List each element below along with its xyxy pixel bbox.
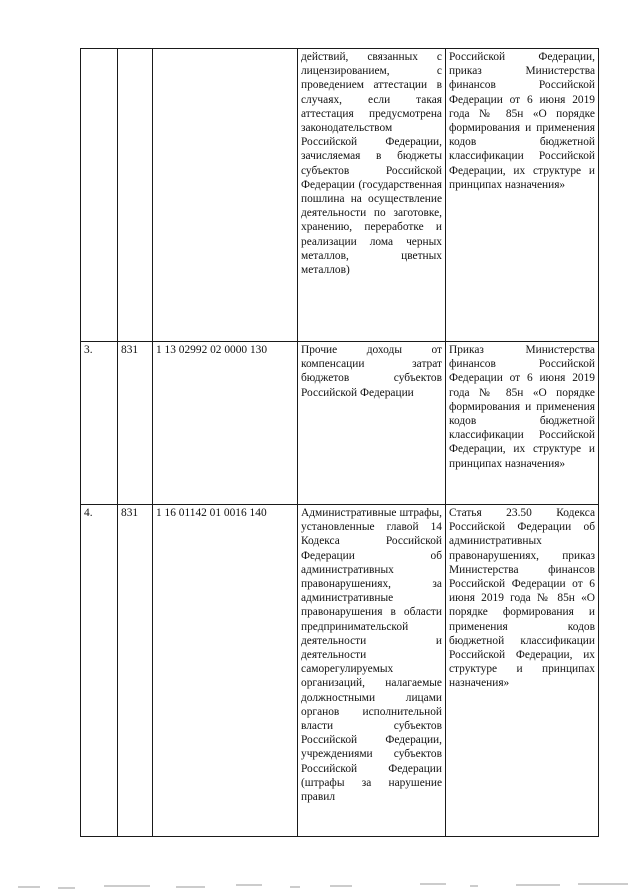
budget-classification-code-cell	[153, 49, 298, 342]
legal-basis-cell: Приказ Министерства финансов Российской Федерации от 6 июня 2019 года № 85н «О порядке формирования и применения кодов бюджетной классификации Российской Федерации, их структуре и принципах назначения»	[446, 342, 599, 505]
administrator-code-cell	[118, 49, 153, 342]
row-number-cell	[81, 49, 118, 342]
legal-basis-cell: Российской Федерации, приказ Министерства финансов Российской Федерации от 6 июня 2019 года № 85н «О порядке формирования и применения кодов бюджетной классификации Российской Федерации, их структуре и принципах назначения»	[446, 49, 599, 342]
revenue-name-cell: действий, связанных с лицензированием, с проведением аттестации в случаях, если такая аттестация предусмотрена законодательством Российской Федерации, зачисляемая в бюджеты субъектов Российской Федерации (государственная пошлина на осуществление деятельности по заготовке, хранению, переработке и реализации лома черных металлов, цветных металлов)	[298, 49, 446, 342]
row-number-cell: 4.	[81, 505, 118, 837]
budget-classification-code-cell: 1 16 01142 01 0016 140	[153, 505, 298, 837]
table-row	[81, 342, 599, 505]
revenue-codes-table	[80, 48, 599, 837]
administrator-code-cell: 831	[118, 505, 153, 837]
row-number-cell: 3.	[81, 342, 118, 505]
legal-basis-cell: Статья 23.50 Кодекса Российской Федерации об административных правонарушениях, приказ Министерства финансов Российской Федерации от 6 июня 2019 года № 85н «О порядке формирования и применения кодов бюджетной классификации Российской Федерации, их структуре и принципах назначения»	[446, 505, 599, 837]
table-row	[81, 49, 599, 342]
revenue-name-cell: Административные штрафы, установленные главой 14 Кодекса Российской Федерации об административных правонарушениях, за административные правонарушения в области предпринимательской деятельности и деятельности саморегулируемых организаций, налагаемые должностными лицами органов исполнительной власти субъектов Российской Федерации, учреждениями субъектов Российской Федерации (штрафы за нарушение правил	[298, 505, 446, 837]
revenue-name-cell: Прочие доходы от компенсации затрат бюджетов субъектов Российской Федерации	[298, 342, 446, 505]
budget-classification-code-cell: 1 13 02992 02 0000 130	[153, 342, 298, 505]
table-row	[81, 505, 599, 837]
scan-artifact	[0, 878, 640, 893]
administrator-code-cell: 831	[118, 342, 153, 505]
